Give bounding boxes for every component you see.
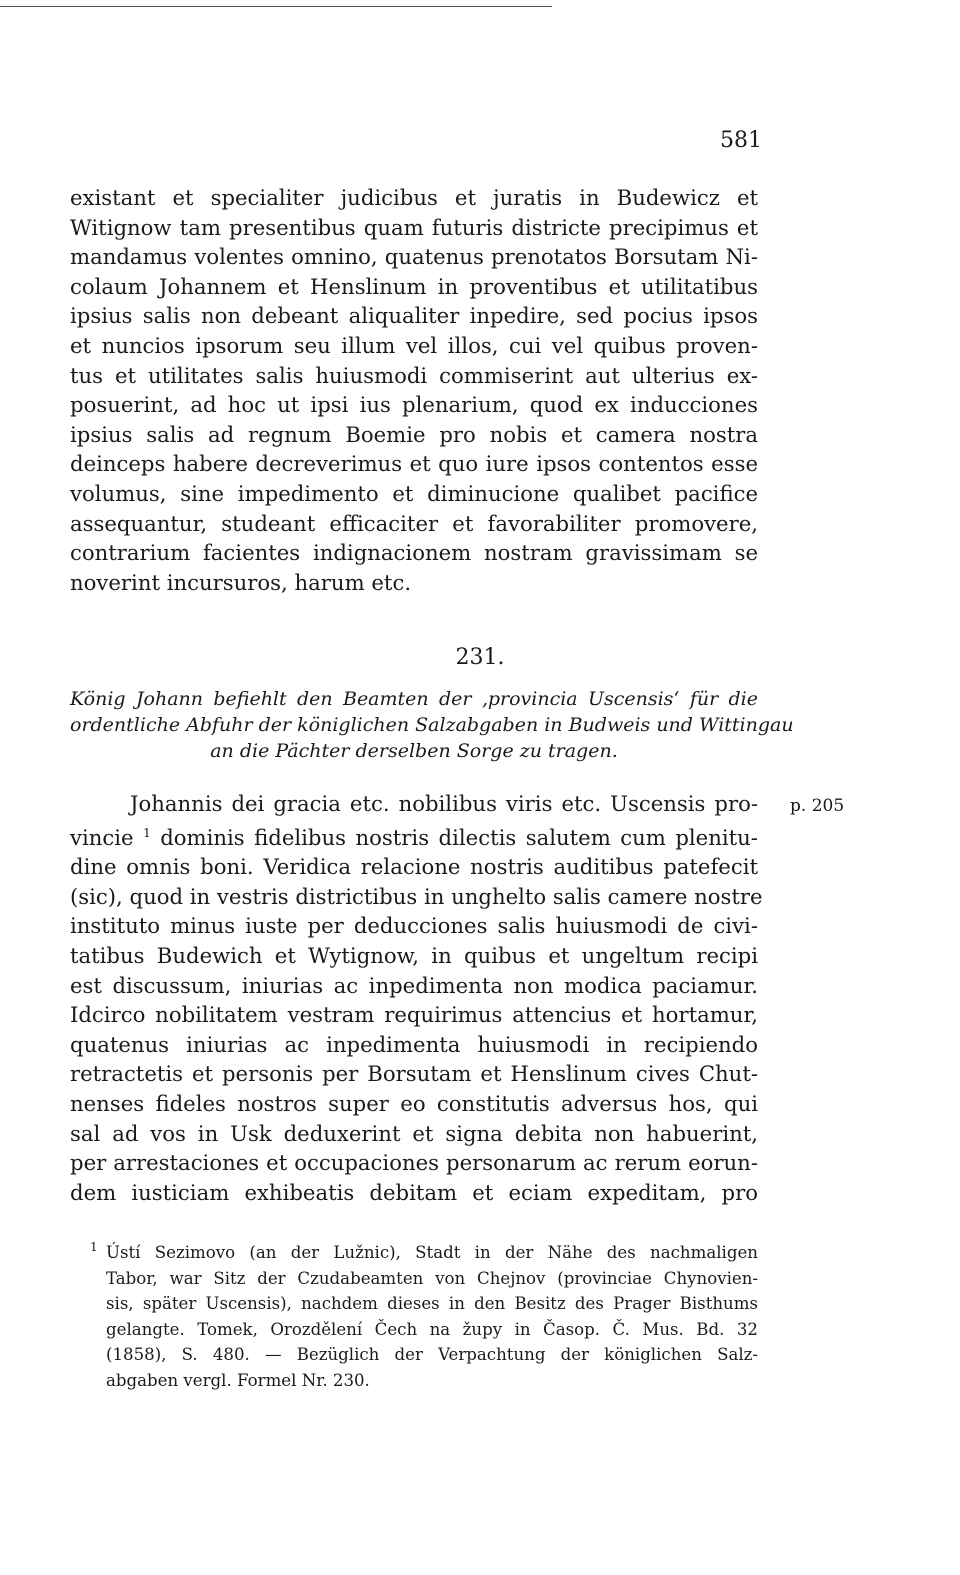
text-line: ipsius salis non debeant aliqualiter inpedire, sed pocius ipsos bbox=[70, 303, 758, 329]
footnote-mark: 1 bbox=[90, 1240, 98, 1254]
text-line: instituto minus iuste per deducciones salis huiusmodi de civi- bbox=[70, 913, 758, 939]
regest-line: an die Pächter derselben Sorge zu tragen. bbox=[210, 740, 618, 762]
footnote-line: (1858), S. 480. — Bezüglich der Verpachtung der königlichen Salz- bbox=[106, 1345, 758, 1365]
regest-line: König Johann befiehlt den Beamten der ‚provincia Uscensis‘ für die bbox=[70, 688, 758, 710]
footnotes bbox=[106, 1240, 758, 1394]
text-line: Idcirco nobilitatem vestram requirimus attencius et hortamur, bbox=[70, 1002, 758, 1028]
text-line: retractetis et personis per Borsutam et Henslinum cives Chut- bbox=[70, 1061, 758, 1087]
top-rule bbox=[0, 6, 552, 7]
text-line: tatibus Budewich et Wytignow, in quibus et ungeltum recipi bbox=[70, 943, 758, 969]
regest-line: ordentliche Abfuhr der königlichen Salzabgaben in Budweis und Wittingau bbox=[70, 714, 794, 736]
footnote-line: abgaben vergl. Formel Nr. 230. bbox=[106, 1370, 370, 1390]
text-line: assequantur, studeant efficaciter et favorabiliter promovere, bbox=[70, 510, 758, 536]
text-line: tus et utilitates salis huiusmodi commiserint aut ulterius ex- bbox=[70, 362, 758, 388]
text-line: contrarium facientes indignacionem nostram gravissimam se bbox=[70, 540, 758, 566]
text-line: Witignow tam presentibus quam futuris districte precipimus et bbox=[70, 214, 758, 240]
page-number: 581 bbox=[720, 128, 762, 153]
text-line: deinceps habere decreverimus et quo iure ipsos contentos esse bbox=[70, 451, 758, 477]
document-number: 231. bbox=[455, 645, 505, 670]
text-line: dine omnis boni. Veridica relacione nostris auditibus patefecit bbox=[70, 854, 758, 880]
footnote-line: sis, später Uscensis), nachdem dieses in den Besitz des Prager Bisthums bbox=[106, 1294, 758, 1314]
text-fragment: dominis fidelibus nostris dilectis salutem cum plenitu- bbox=[160, 824, 758, 850]
text-fragment: vincie bbox=[70, 824, 134, 850]
paragraph-2 bbox=[70, 789, 763, 1207]
footnote-reference: 1 bbox=[143, 825, 151, 840]
text-line: sal ad vos in Usk deduxerint et signa debita non habuerint, bbox=[70, 1120, 758, 1146]
margin-note: p. 205 bbox=[790, 796, 845, 816]
text-line: dem iusticiam exhibeatis debitam et eciam expeditam, pro bbox=[70, 1179, 758, 1205]
footnote-line: gelangte. Tomek, Orozdělení Čech na župy in Časop. Č. Mus. Bd. 32 bbox=[106, 1319, 758, 1339]
text-line: quatenus iniurias ac inpedimenta huiusmodi in recipiendo bbox=[70, 1031, 758, 1057]
text-line: per arrestaciones et occupaciones personarum ac rerum eorun- bbox=[70, 1150, 758, 1176]
text-line bbox=[70, 819, 758, 853]
text-line: colaum Johannem et Henslinum in proventibus et utilitatibus bbox=[70, 273, 758, 299]
text-line: ipsius salis ad regnum Boemie pro nobis et camera nostra bbox=[70, 421, 758, 447]
footnote-line: Ústí Sezimovo (an der Lužnic), Stadt in der Nähe des nachmaligen bbox=[106, 1243, 758, 1262]
text-line: nenses fideles nostros super eo constitutis adversus hos, qui bbox=[70, 1091, 758, 1116]
text-line: volumus, sine impedimento et diminucione qualibet pacifice bbox=[70, 480, 758, 506]
text-line: mandamus volentes omnino, quatenus prenotatos Borsutam Ni- bbox=[70, 244, 758, 270]
text-line: et nuncios ipsorum seu illum vel illos, cui vel quibus proven- bbox=[70, 332, 758, 358]
text-line: est discussum, iniurias ac inpedimenta non modica paciamur. bbox=[70, 972, 758, 998]
regest bbox=[70, 686, 794, 764]
text-line: existant et specialiter judicibus et juratis in Budewicz et bbox=[70, 185, 758, 210]
text-line: Johannis dei gracia etc. nobilibus viris etc. Uscensis pro- bbox=[130, 791, 758, 816]
paragraph-1 bbox=[70, 183, 758, 597]
text-line: posuerint, ad hoc ut ipsi ius plenarium, quod ex inducciones bbox=[70, 392, 758, 418]
text-line: (sic), quod in vestris districtibus in unghelto salis camere nostre bbox=[70, 883, 763, 909]
text-line: noverint incursuros, harum etc. bbox=[70, 569, 412, 595]
footnote-line: Tabor, war Sitz der Czudabeamten von Chejnov (provinciae Chynovien- bbox=[106, 1268, 758, 1288]
